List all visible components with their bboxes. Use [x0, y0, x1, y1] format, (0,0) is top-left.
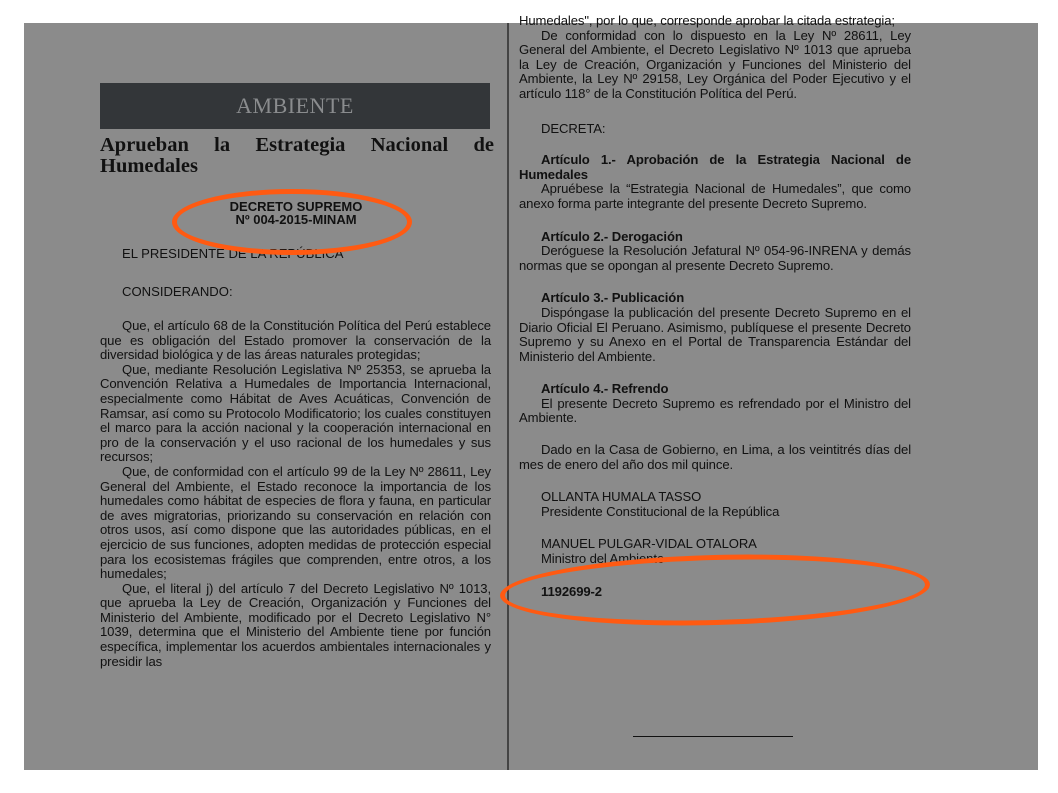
right-body — [519, 14, 911, 599]
paragraph: Humedales", por lo que, corresponde aprobar la citada estrategia; — [519, 13, 895, 28]
decree-label: DECRETO SUPREMO — [229, 199, 363, 214]
article-heading: Artículo 4.- Refrendo — [541, 381, 669, 397]
reference-number: 1192699-2 — [541, 583, 602, 599]
article-heading: Artículo 2.- Derogación — [541, 228, 683, 244]
president-heading: EL PRESIDENTE DE LA REPÚBLICA — [122, 246, 344, 261]
document-page — [24, 13, 1038, 770]
column-divider — [507, 23, 509, 770]
signatory-name: OLLANTA HUMALA TASSO — [541, 489, 702, 505]
article-heading: Artículo 3.- Publicación — [541, 290, 685, 306]
paragraph: De conformidad con lo dispuesto en la Ley Nº 28611, Ley General del Ambiente, el Decreto Legislativo Nº 1013 que aprueba la Ley de Creación, Organización y Funciones del Ministerio del Ambiente, la Ley Nº 29158, Ley Orgánica del Poder Ejecutivo y el artículo 118° de la Constitución Política del Perú. — [519, 27, 911, 101]
signatory-name: MANUEL PULGAR-VIDAL OTALORA — [541, 536, 757, 552]
article-heading: Artículo 1.- Aprobación de la Estrategia Nacional de Humedales — [519, 152, 911, 182]
article-body: El presente Decreto Supremo es refrendado por el Ministro del Ambiente. — [519, 395, 911, 426]
closing-rule — [633, 736, 793, 737]
decreta-heading: DECRETA: — [541, 120, 606, 136]
signatory-role: Ministro del Ambiente — [541, 551, 665, 567]
considering-heading: CONSIDERANDO: — [122, 284, 233, 299]
highlight-ellipse-decree — [172, 189, 412, 255]
paragraph: Que, de conformidad con el artículo 99 de la Ley Nº 28611, Ley General del Ambiente, el Estado reconoce la importancia de los humedales como hábitat de especies de flora y fauna, en particular de aves migratorias, priorizando su conservación en relación con otros usos, así como dispone que las autoridades públicas, en el ejercicio de sus funciones, adopten medidas de protección especial para los ecosistemas frágiles que comprenden, entre otros, a los humedales; — [100, 463, 491, 582]
paragraph: Que, mediante Resolución Legislativa Nº 25353, se aprueba la Convención Relativa a Humedales de Importancia Internacional, especialmente como Hábitat de Aves Acuáticas, Convención de Ramsar, así como su Protocolo Modificatorio; los cuales constituyen el marco para la acción nacional y la cooperación internacional en pro de la conservación y el uso racional de los humedales y sus recursos; — [100, 361, 491, 465]
signatory-role: Presidente Constitucional de la República — [541, 503, 780, 519]
article-body: Dispóngase la publicación del presente Decreto Supremo en el Diario Oficial El Peruano. Asimismo, publíquese el presente Decreto Supremo y su Anexo en el Portal de Transparencia Estándar del Ministerio del Ambiente. — [519, 304, 911, 364]
article-body: Apruébese la “Estrategia Nacional de Humedales”, que como anexo forma parte integrante del presente Decreto Supremo. — [519, 181, 911, 211]
article-body: Deróguese la Resolución Jefatural Nº 054-96-INRENA y demás normas que se opongan al presente Decreto Supremo. — [519, 243, 911, 273]
left-body — [100, 319, 491, 669]
paragraph: Que, el literal j) del artículo 7 del Decreto Legislativo Nº 1013, que aprueba la Ley de Creación, Organización y Funciones del Ministerio del Ambiente, modificado por el Decreto Legislativo N° 1039, determina que el Ministerio del Ambiente tiene por función específica, implementar los acuerdos ambientales internacionales y presidir las — [100, 580, 491, 669]
decree-number: Nº 004-2015-MINAM — [235, 212, 357, 227]
given-at-paragraph: Dado en la Casa de Gobierno, en Lima, a los veintitrés días del mes de enero del año dos mil quince. — [519, 442, 911, 472]
paragraph: Que, el artículo 68 de la Constitución Política del Perú establece que es obligación del Estado promover la conservación de la diversidad biológica y de las áreas naturales protegidas; — [100, 318, 491, 363]
document-title: Aprueban la Estrategia Nacional de Humedales — [100, 134, 494, 177]
section-banner: AMBIENTE — [100, 83, 490, 129]
